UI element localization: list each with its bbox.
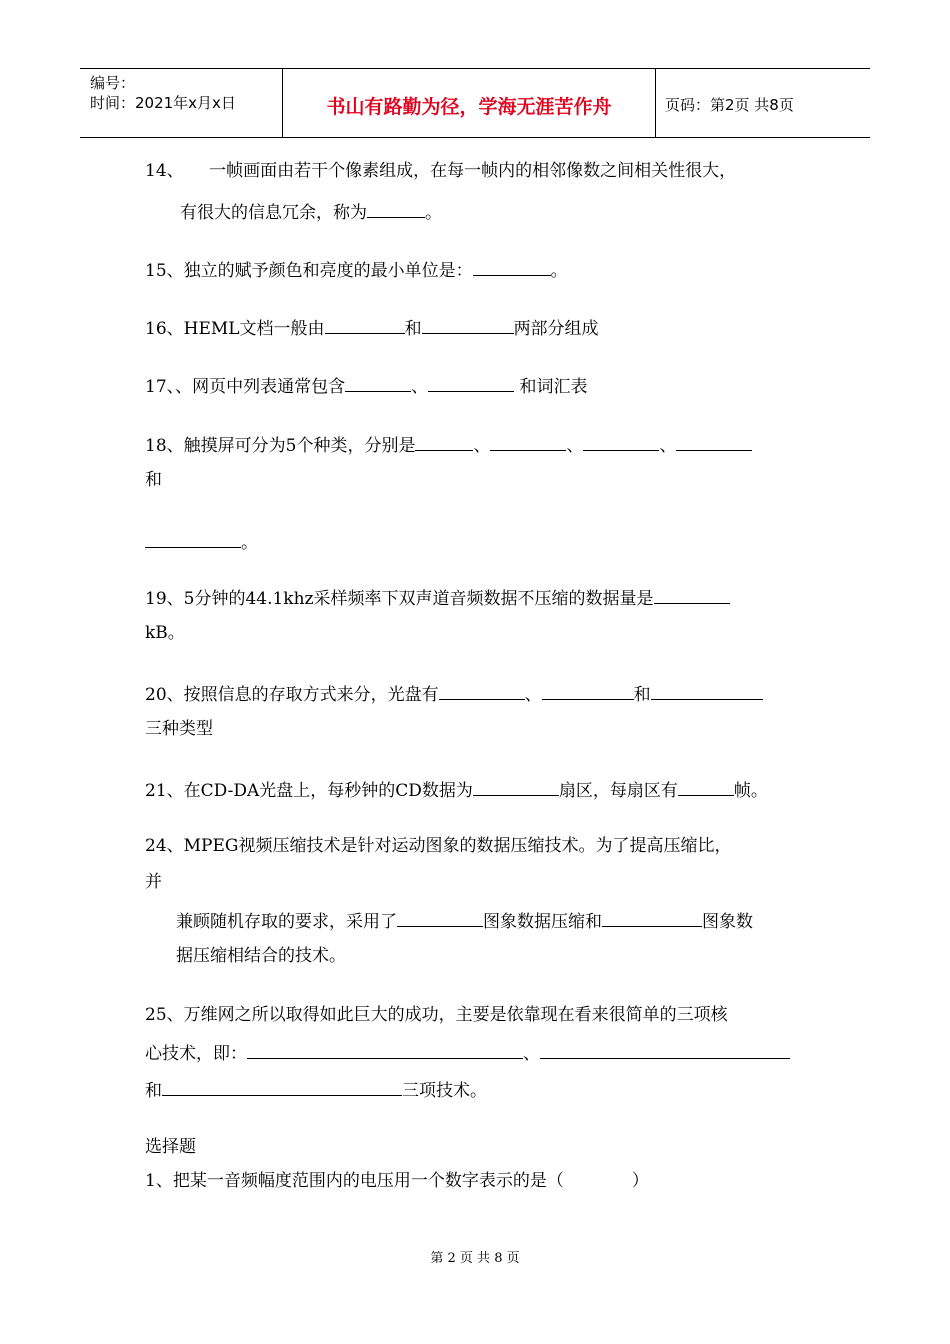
- question-24-line2: 并: [145, 872, 162, 892]
- answer-blank: [367, 200, 425, 218]
- question-18-line3: 。: [145, 530, 258, 554]
- question-24-line4: 据压缩相结合的技术。: [176, 946, 346, 966]
- question-24-line3: 兼顾随机存取的要求，采用了 图象数据压缩和 图象数: [176, 909, 753, 933]
- question-16: 16、HEML文档一般由 和 两部分组成: [145, 316, 599, 340]
- answer-blank: [325, 316, 405, 334]
- answer-blank: [678, 778, 734, 796]
- question-15: 15、独立的赋予颜色和亮度的最小单位是： 。: [145, 258, 568, 282]
- answer-blank: [490, 433, 566, 451]
- answer-blank: [654, 586, 730, 604]
- question-19-line1: 19、5分钟的44.1khz采样频率下双声道音频数据不压缩的数据量是: [145, 586, 730, 610]
- question-25-line3: 和 三项技术。: [145, 1078, 487, 1102]
- answer-blank: [247, 1041, 523, 1059]
- answer-blank: [473, 778, 559, 796]
- answer-blank: [415, 433, 473, 451]
- question-18-line2: 和: [145, 470, 162, 490]
- question-24-line1: 24、MPEG视频压缩技术是针对运动图象的数据压缩技术。为了提高压缩比，: [145, 836, 732, 856]
- number-label: 编号：: [90, 74, 136, 92]
- question-14-line1: 14、 一帧画面由若干个像素组成，在每一帧内的相邻像数之间相关性很大，: [145, 161, 737, 181]
- question-21: 21、在CD-DA光盘上，每秒钟的CD数据为 扇区，每扇区有 帧。: [145, 778, 768, 802]
- question-19-line2: kB。: [145, 623, 185, 643]
- choice-section-title: 选择题: [145, 1137, 196, 1157]
- page-header: [80, 68, 870, 138]
- question-17: 17、、网页中列表通常包含 、 和词汇表: [145, 374, 588, 398]
- question-20-line2: 三种类型: [145, 719, 213, 739]
- question-18-line1: 18、触摸屏可分为5个种类，分别是 、 、 、: [145, 433, 752, 457]
- question-25-line2: 心技术，即： 、: [145, 1041, 790, 1065]
- header-page-info: 页码：第2页 共8页: [665, 96, 794, 114]
- answer-blank: [651, 682, 763, 700]
- answer-blank: [145, 530, 241, 548]
- choice-question-1: 1、把某一音频幅度范围内的电压用一个数字表示的是（ ）: [145, 1171, 649, 1191]
- question-25-line1: 25、万维网之所以取得如此巨大的成功，主要是依靠现在看来很简单的三项核: [145, 1005, 728, 1025]
- time-label: 时间：2021年x月x日: [90, 94, 236, 112]
- header-meta: [90, 73, 236, 113]
- answer-blank: [542, 682, 634, 700]
- answer-blank: [397, 909, 483, 927]
- answer-blank: [439, 682, 525, 700]
- page-footer: 第 2 页 共 8 页: [430, 1251, 520, 1266]
- question-14-line2: 有很大的信息冗余，称为 。: [180, 200, 442, 224]
- answer-blank: [162, 1078, 402, 1096]
- header-divider: [655, 69, 656, 137]
- answer-blank: [422, 316, 514, 334]
- question-20-line1: 20、按照信息的存取方式来分，光盘有 、 和: [145, 682, 763, 706]
- answer-blank: [676, 433, 752, 451]
- answer-blank: [583, 433, 659, 451]
- header-motto: 书山有路勤为径，学海无涯苦作舟: [326, 96, 612, 118]
- answer-blank: [540, 1041, 790, 1059]
- answer-blank: [345, 374, 411, 392]
- answer-blank: [428, 374, 514, 392]
- answer-blank: [602, 909, 702, 927]
- answer-blank: [473, 258, 551, 276]
